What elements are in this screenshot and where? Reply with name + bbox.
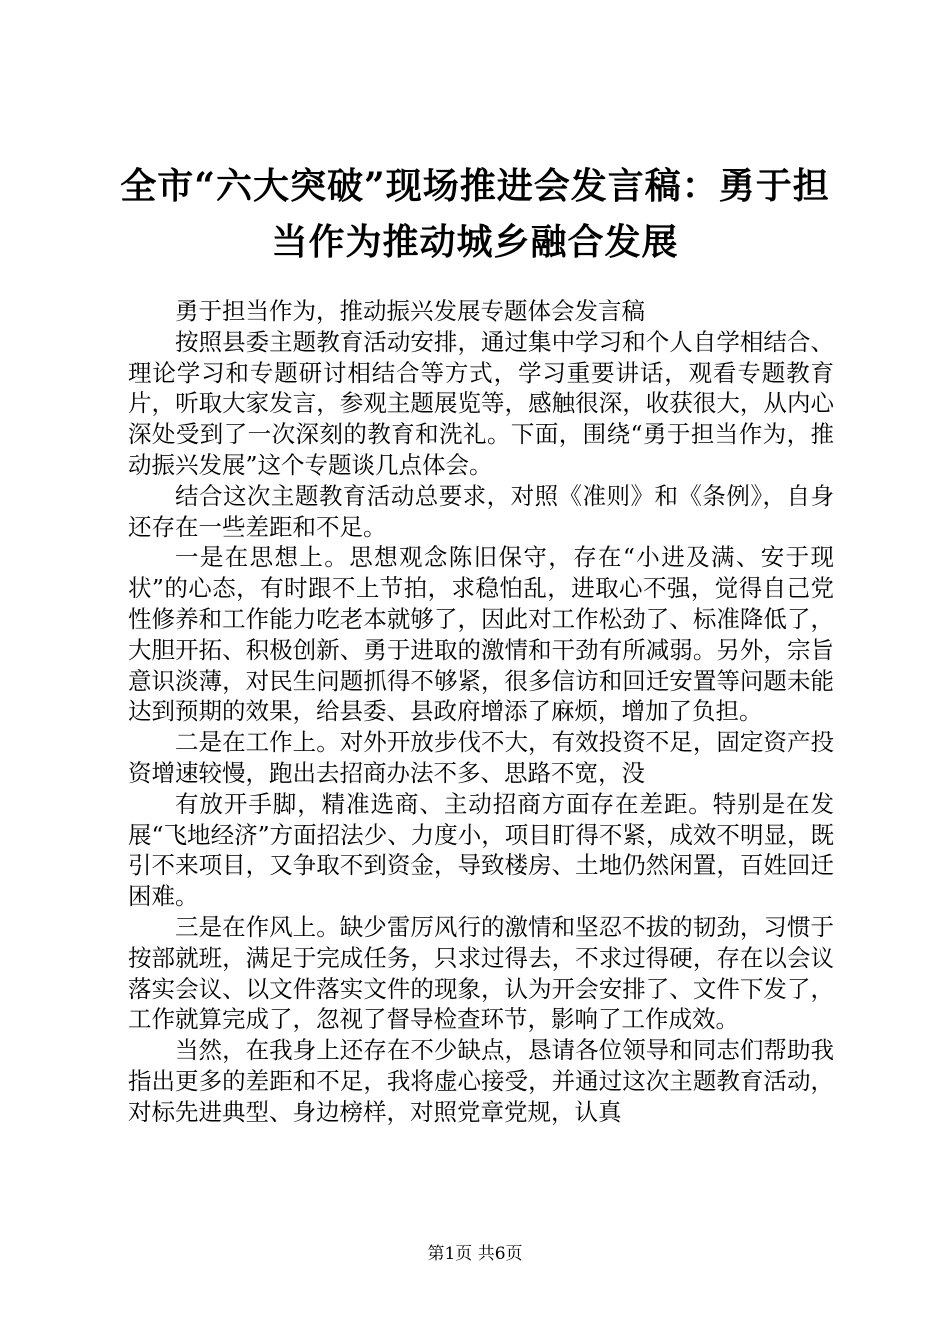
- paragraph: 有放开手脚，精准选商、主动招商方面存在差距。特别是在发展“飞地经济”方面招法少、力度小，项目盯得不紧，成效不明显，既引不来项目，又争取不到资金，导致楼房、土地仍然闲置，百姓回迁困难。: [128, 789, 834, 911]
- paragraph-subtitle: 勇于担当作为，推动振兴发展专题体会发言稿: [175, 297, 645, 325]
- paragraph: 二是在工作上。对外开放步伐不大，有效投资不足，固定资产投资增速较慢，跑出去招商办法不多、思路不宽，没: [128, 728, 834, 787]
- document-body: [128, 296, 834, 1128]
- page-footer: 第1页 共6页: [427, 1244, 523, 1264]
- paragraph: 按照县委主题教育活动安排，通过集中学习和个人自学相结合、理论学习和专题研讨相结合等方式，学习重要讲话，观看专题教育片，听取大家发言，参观主题展览等，感触很深，收获很大，从内心深处受到了一次深刻的教育和洗礼。下面，围绕“勇于担当作为，推动振兴发展”这个专题谈几点体会。: [128, 327, 834, 479]
- paragraph: 一是在思想上。思想观念陈旧保守，存在“小进及满、安于现状”的心态，有时跟不上节拍，求稳怕乱，进取心不强，觉得自己党性修养和工作能力吃老本就够了，因此对工作松劲了、标准降低了，大胆开拓、积极创新、勇于进取的激情和干劲有所减弱。另外，宗旨意识淡薄，对民生问题抓得不够紧，很多信访和回迁安置等问题未能达到预期的效果，给县委、县政府增添了麻烦，增加了负担。: [128, 543, 834, 726]
- paragraph: 三是在作风上。缺少雷厉风行的激情和坚忍不拔的韧劲，习惯于按部就班，满足于完成任务，只求过得去，不求过得硬，存在以会议落实会议、以文件落实文件的现象，认为开会安排了、文件下发了，工作就算完成了，忽视了督导检查环节，影响了工作成效。: [128, 912, 834, 1034]
- document-title: 全市“六大突破”现场推进会发言稿：勇于担当作为推动城乡融合发展: [120, 165, 830, 263]
- paragraph: 当然，在我身上还存在不少缺点，恳请各位领导和同志们帮助我指出更多的差距和不足，我将虚心接受，并通过这次主题教育活动，对标先进典型、身边榜样，对照党章党规，认真: [128, 1036, 834, 1126]
- paragraph: 结合这次主题教育活动总要求，对照《准则》和《条例》，自身还存在一些差距和不足。: [128, 481, 834, 541]
